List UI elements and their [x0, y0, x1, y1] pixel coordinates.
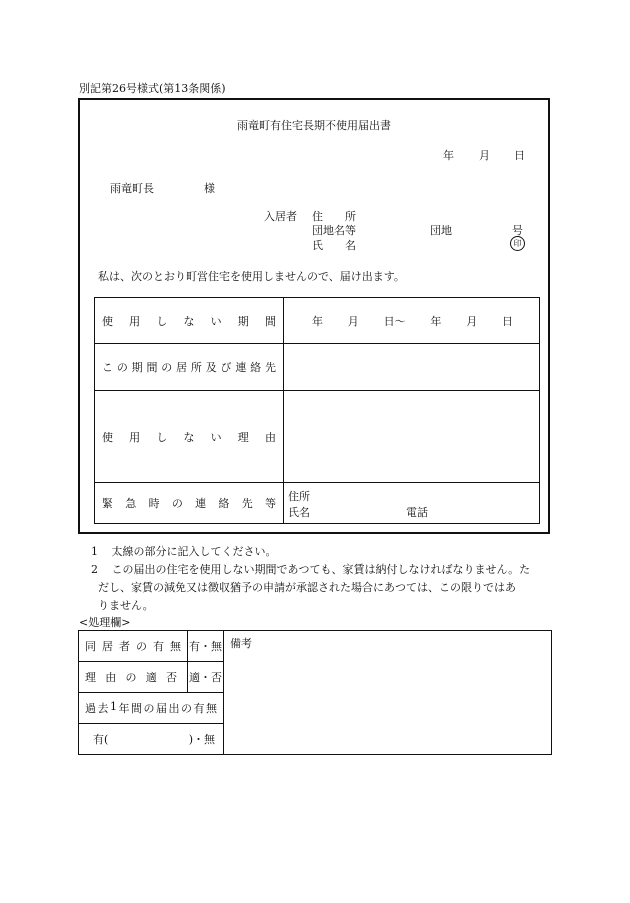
reason-label-char: し: [156, 430, 168, 444]
remarks-cell[interactable]: [224, 631, 552, 755]
note-2-text-line2: だし、家賃の減免又は徴収猶予の申請が承認された場合にあつては、この限りではあ: [98, 581, 516, 594]
past-year-value-cell[interactable]: [79, 724, 224, 755]
residence-label-char: 期: [131, 361, 143, 374]
reason-label-char: 使: [102, 430, 113, 444]
residence-label-char: の: [116, 361, 128, 374]
cohabitant-label-char: 同: [85, 640, 96, 653]
past-year-label-char: の: [143, 702, 155, 715]
reason-ok-label-cell: [79, 662, 188, 693]
applicant-number-unit: 号: [512, 224, 523, 237]
note-2-text-line3: りません。: [98, 599, 154, 612]
reason-ok-label-char: 適: [145, 671, 157, 684]
reason-ok-label-char: 否: [166, 671, 177, 684]
period-label-char: な: [183, 314, 195, 328]
residence-label-char: 連: [235, 361, 247, 374]
note-2: [91, 561, 530, 577]
period-value: [284, 313, 539, 329]
form-number-label: 別記第26号様式(第13条関係): [79, 82, 226, 95]
period-value-char: 月: [466, 314, 478, 328]
note-2-text-line1: この届出の住宅を使用しない期間であつても、家賃は納付しなければなりません。た: [111, 563, 531, 576]
residence-label-char: こ: [102, 361, 113, 374]
past-year-label-char: 出: [168, 702, 180, 715]
reason-ok-value[interactable]: 適・否: [188, 662, 224, 693]
past-year-label-char: 過: [85, 702, 96, 715]
residence-label-char: び: [220, 361, 232, 374]
recipient-name: 雨竜町長: [110, 182, 154, 195]
emergency-address-label: 住所: [288, 490, 310, 503]
past-year-value-close: )・無: [188, 733, 215, 746]
residence-label-char: 絡: [250, 361, 262, 374]
emergency-label-char: 等: [264, 497, 276, 510]
emergency-name-label: 氏名: [288, 506, 310, 519]
cohabitant-label-char: の: [136, 640, 147, 653]
reason-label-char: い: [210, 430, 222, 444]
reason-value-cell[interactable]: [284, 391, 540, 483]
emergency-label-cell: [95, 483, 284, 524]
emergency-value-cell[interactable]: [284, 483, 540, 524]
reason-ok-label-char: の: [125, 671, 137, 684]
period-label-char: 期: [237, 314, 249, 328]
period-label-char: し: [156, 314, 168, 328]
period-value-char: 月: [347, 314, 359, 328]
past-year-label: [85, 700, 217, 716]
reason-label-char: な: [183, 430, 195, 444]
note-1-text: 太線の部分に記入してください。: [111, 545, 277, 558]
reason-label-cell: [95, 391, 284, 483]
statement-text: 私は、次のとおり町営住宅を使用しませんので、届け出ます。: [98, 270, 405, 283]
applicant-address-label[interactable]: 住 所: [312, 210, 356, 223]
seal-icon: 印: [510, 236, 525, 251]
residence-label-char: 所: [190, 361, 202, 374]
residence-label-char: 間: [146, 361, 158, 374]
note-1-number: 1: [91, 545, 98, 558]
applicant-complex-unit: 団地: [430, 224, 452, 237]
cohabitant-label-char: 無: [170, 640, 181, 653]
period-value-char: 年: [430, 314, 442, 328]
emergency-label-char: 時: [148, 497, 160, 510]
usage-details-table: [94, 297, 540, 524]
period-value-char: 年: [312, 314, 323, 328]
reason-label-char: 理: [237, 430, 249, 444]
residence-value-cell[interactable]: [284, 344, 540, 391]
emergency-label-char: 急: [125, 497, 137, 510]
residence-label: [95, 359, 283, 375]
cohabitant-label-char: 有: [153, 640, 164, 653]
past-year-label-char: 1: [110, 700, 117, 713]
form-title: 雨竜町有住宅長期不使用届出書: [237, 119, 391, 132]
note-1: [91, 543, 277, 559]
past-year-label-char: の: [181, 702, 192, 715]
applicant-complex-label[interactable]: 団地名等: [312, 224, 356, 237]
period-value-char: 日: [501, 314, 513, 328]
date-month-label[interactable]: 月: [479, 149, 490, 162]
date-day-label[interactable]: 日: [514, 149, 525, 162]
period-label-cell: [95, 298, 284, 344]
period-label-char: い: [210, 314, 222, 328]
past-year-value-open: 有(: [93, 733, 109, 746]
past-year-label-char: 去: [97, 702, 109, 715]
cohabitant-label: [85, 638, 181, 654]
reason-label-char: 由: [264, 430, 276, 444]
processing-table: [78, 630, 552, 755]
residence-label-cell: [95, 344, 284, 391]
reason-label: [95, 429, 283, 445]
past-year-label-char: 有: [193, 702, 205, 715]
emergency-label: [95, 495, 283, 511]
cohabitant-label-char: 者: [119, 640, 130, 653]
period-label-char: 用: [129, 314, 141, 328]
reason-ok-label: [85, 669, 181, 685]
period-label: [95, 313, 283, 329]
cohabitant-label-char: 居: [102, 640, 113, 653]
past-year-label-char: 届: [156, 702, 167, 715]
emergency-label-char: 連: [195, 497, 207, 510]
reason-label-char: 用: [129, 430, 141, 444]
reason-ok-label-char: 理: [85, 671, 96, 684]
applicant-name-label[interactable]: 氏 名: [312, 239, 356, 252]
recipient-honorific: 様: [204, 182, 215, 195]
residence-label-char: の: [161, 361, 173, 374]
date-year-label[interactable]: 年: [443, 149, 454, 162]
residence-label-char: 先: [264, 361, 276, 374]
period-value-char: 日〜: [383, 314, 406, 328]
cohabitant-value[interactable]: 有・無: [188, 631, 224, 662]
applicant-role: 入居者: [264, 210, 297, 223]
residence-label-char: 居: [176, 361, 188, 374]
reason-ok-label-char: 由: [105, 671, 117, 684]
application-form-frame: [78, 98, 550, 534]
emergency-label-char: の: [171, 497, 183, 510]
period-value-cell[interactable]: [284, 298, 540, 344]
emergency-label-char: 絡: [218, 497, 230, 510]
residence-label-char: 及: [205, 361, 217, 374]
note-2-number: 2: [91, 563, 98, 576]
emergency-label-char: 緊: [102, 497, 113, 510]
past-year-label-cell: [79, 693, 224, 724]
period-label-char: 間: [264, 314, 276, 328]
processing-section-label: <処理欄>: [79, 616, 131, 629]
past-year-label-char: 年: [118, 702, 130, 715]
remarks-label: 備考: [230, 637, 252, 650]
cohabitant-label-cell: [79, 631, 188, 662]
past-year-label-char: 間: [131, 702, 142, 715]
period-label-char: 使: [102, 314, 113, 328]
past-year-label-char: 無: [206, 702, 217, 715]
emergency-phone-label: 電話: [406, 506, 428, 519]
emergency-label-char: 先: [241, 497, 253, 510]
